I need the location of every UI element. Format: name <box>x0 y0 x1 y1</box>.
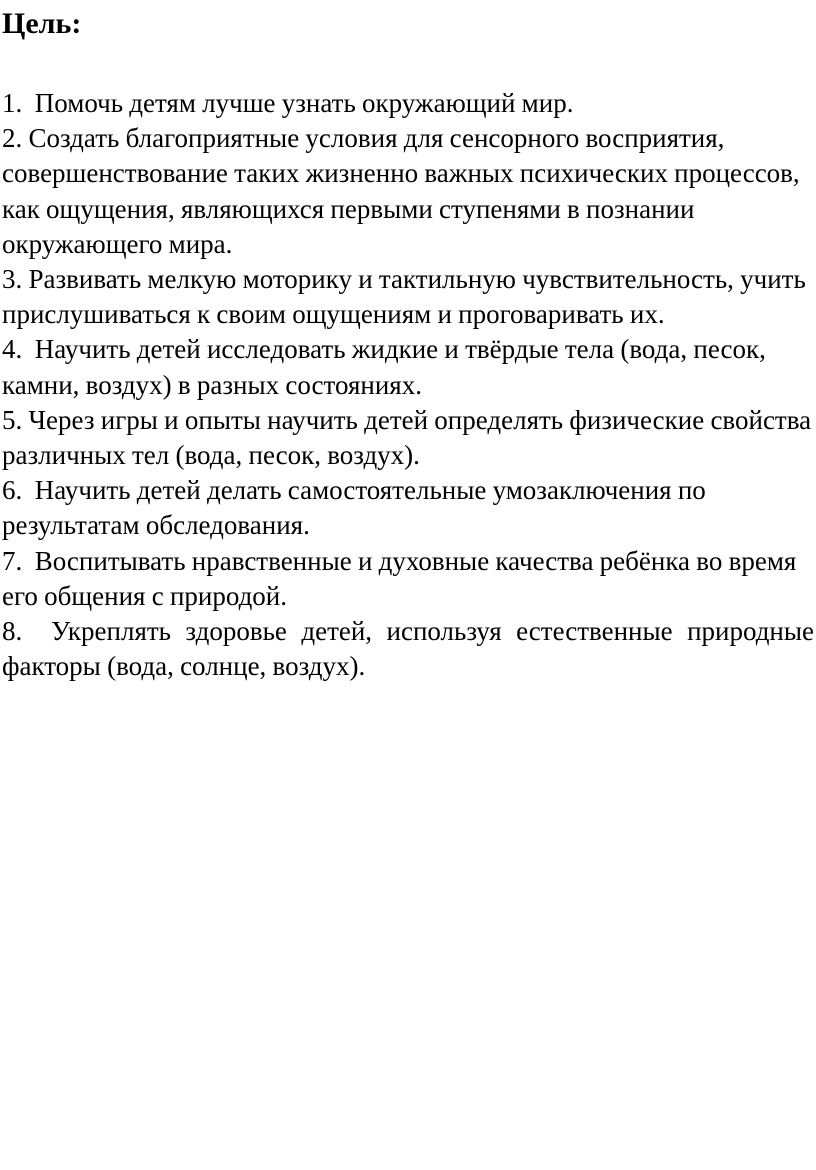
goal-item-3 <box>2 262 814 332</box>
goal-text: Научить детей исследовать жидкие и твёрдые тела (вода, песок, камни, воздух) в разных состояниях. <box>2 334 766 400</box>
goal-number: 4. <box>2 334 23 365</box>
goal-number: 3. <box>2 264 23 295</box>
goal-text: Воспитывать нравственные и духовные качества ребёнка во время его общения с природой. <box>2 545 797 611</box>
goal-item-6 <box>2 473 814 543</box>
goals-list <box>2 86 814 684</box>
goal-number: 1. <box>2 88 23 118</box>
goal-text: Через игры и опыты научить детей определять физические свойства различных тел (вода, песок, воздух). <box>2 404 812 471</box>
spacer <box>2 44 814 86</box>
goal-item-2 <box>2 121 814 262</box>
goal-text: Развивать мелкую моторику и тактильную чувствительность, учить прислушиваться к своим ощущениям и проговаривать их. <box>2 264 806 330</box>
goal-number: 5. <box>2 404 23 435</box>
goal-number: 6. <box>2 475 23 506</box>
goal-text: Научить детей делать самостоятельные умозаключения по результатам обследования. <box>2 475 706 541</box>
goal-number: 8. <box>2 616 23 647</box>
goal-item-4 <box>2 332 814 402</box>
goal-number: 2. <box>2 123 23 154</box>
goal-text: Помочь детям лучше узнать окружающий мир. <box>34 88 574 118</box>
document-page <box>2 4 814 684</box>
goal-item-7 <box>2 544 814 614</box>
goal-text: Создать благоприятные условия для сенсорного восприятия, совершенствование таких жизненно важных психических процессов, как ощущения, являющихся первыми ступенями в познании окружающего мира. <box>2 123 800 259</box>
goal-text: Укреплять здоровье детей, используя естественные природные факторы (вода, солнце, воздух). <box>2 616 815 682</box>
document-heading: Цель: <box>2 7 82 40</box>
goal-item-1 <box>2 86 814 121</box>
goal-item-5 <box>2 403 814 473</box>
goal-item-8 <box>2 614 814 684</box>
goal-number: 7. <box>2 545 23 576</box>
